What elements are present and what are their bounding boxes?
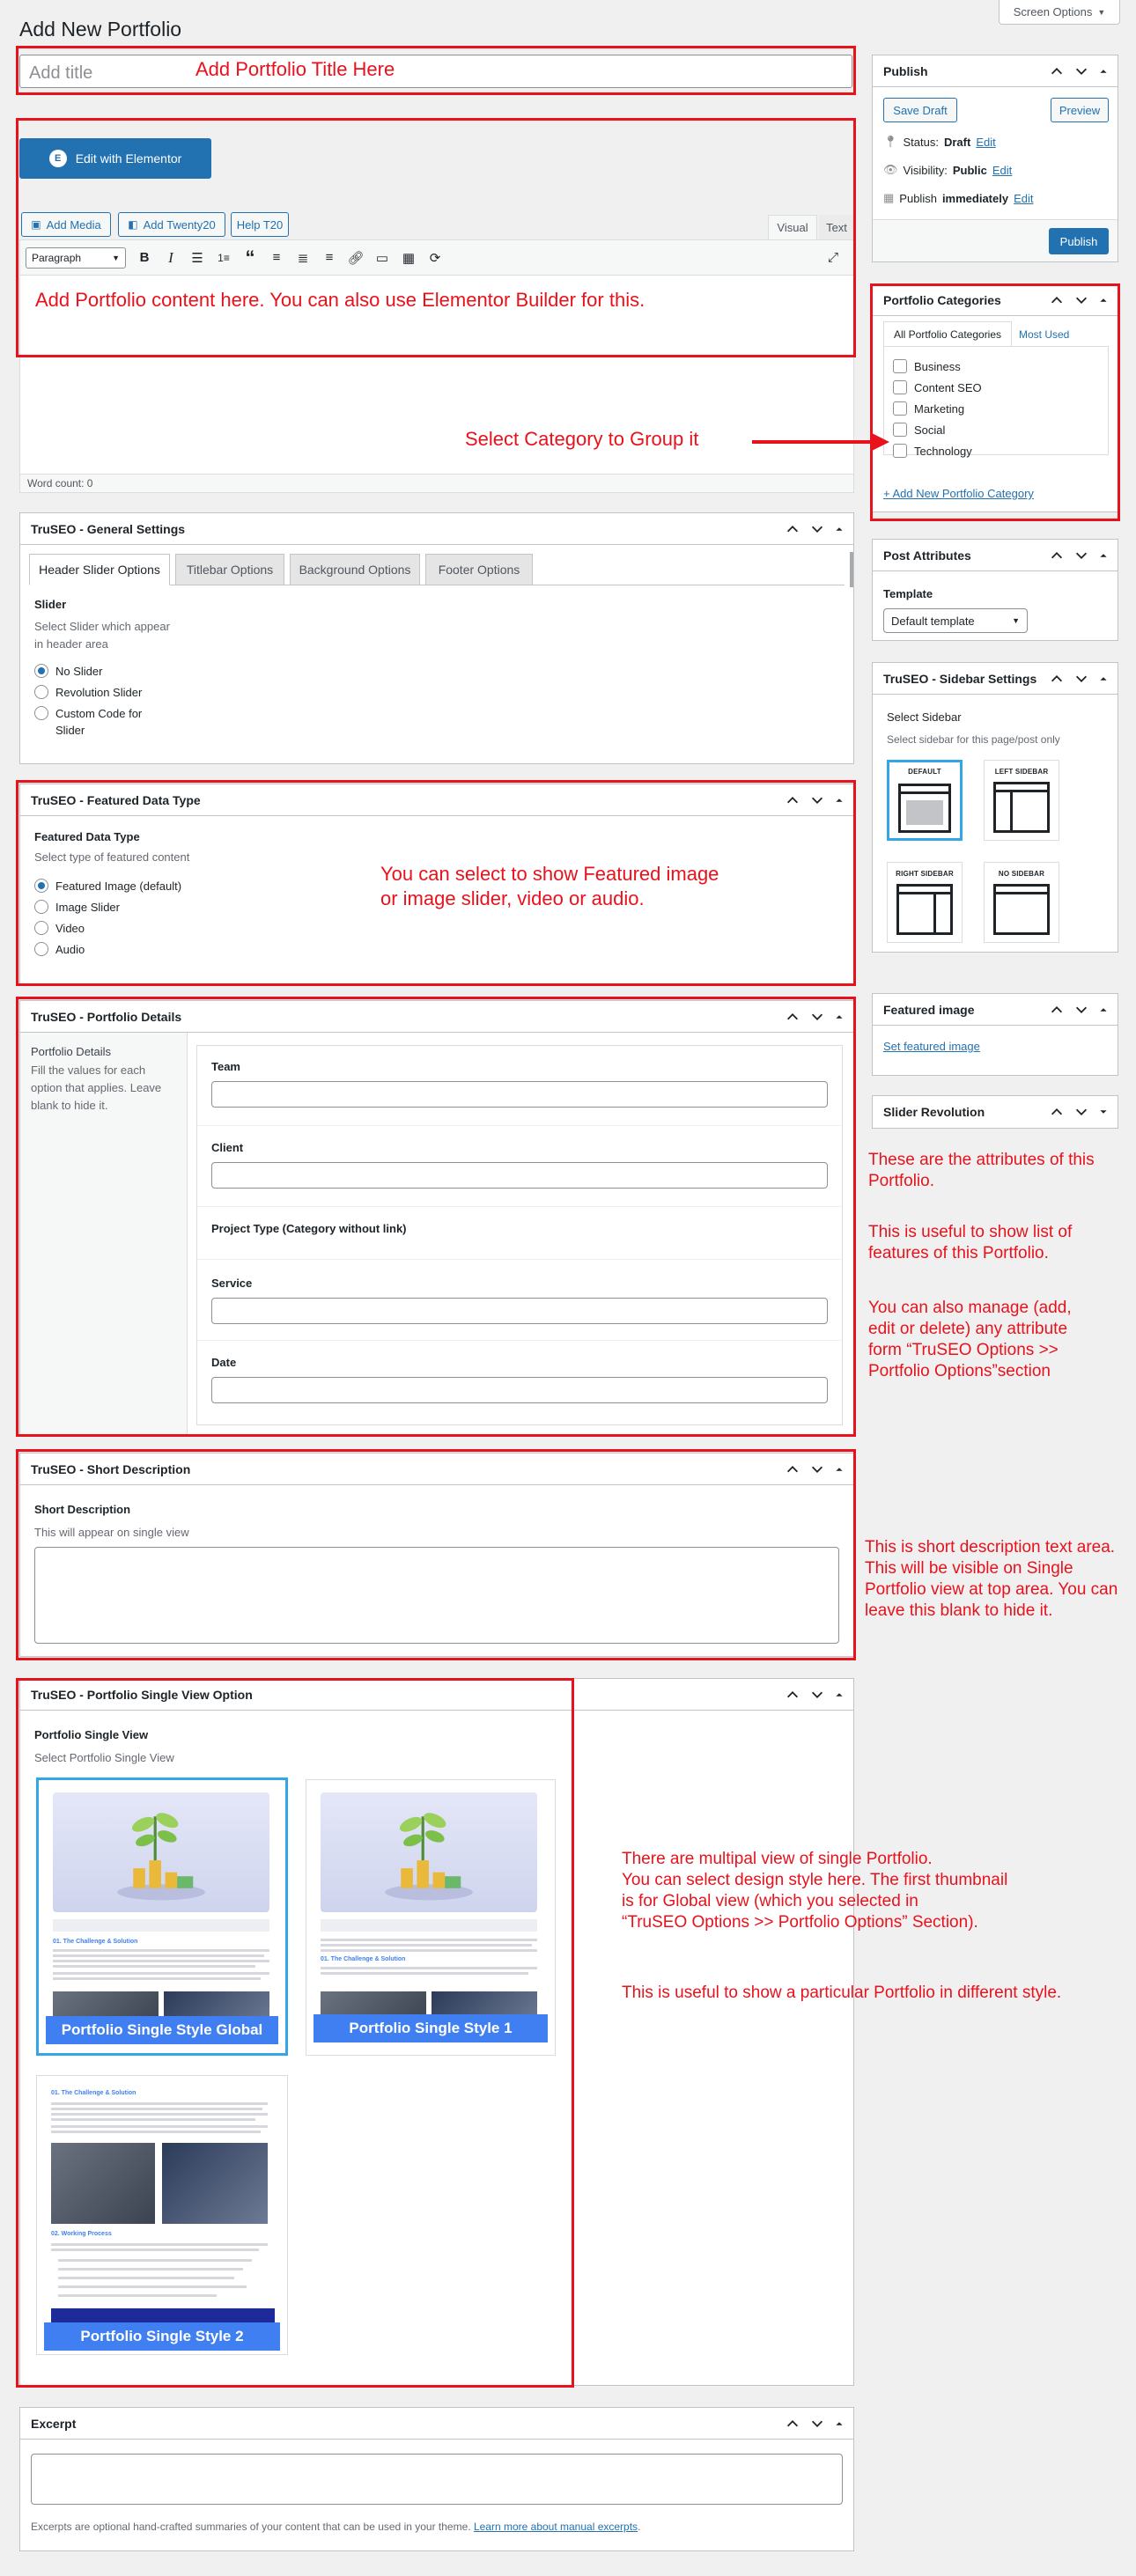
- toggle-icon[interactable]: [1098, 548, 1109, 563]
- radio-label: Video: [55, 921, 85, 935]
- align-left-icon[interactable]: ≡: [272, 250, 281, 265]
- help-label: Help T20: [236, 217, 284, 232]
- move-down-icon[interactable]: [1073, 1002, 1089, 1018]
- tab-text-label: Text: [826, 220, 847, 234]
- general-settings-title: TruSEO - General Settings: [31, 521, 186, 536]
- eye-icon: 👁︎: [883, 163, 898, 176]
- short-annotation-3: Portfolio view at top area. You can: [865, 1580, 1118, 1599]
- tab-header-slider-label: Header Slider Options: [39, 563, 160, 577]
- blockquote-icon[interactable]: “: [245, 246, 255, 269]
- toggle-icon[interactable]: [834, 1687, 845, 1703]
- title-placeholder: Add title: [29, 63, 93, 83]
- style-1-label: Portfolio Single Style 1: [314, 2014, 548, 2042]
- bold-icon[interactable]: B: [139, 250, 150, 265]
- details-side-desc-1: Fill the values for each: [31, 1064, 146, 1077]
- style-global-label: Portfolio Single Style Global: [46, 2016, 278, 2044]
- word-count-bar: [19, 474, 854, 493]
- featured-image-title: Featured image: [883, 1002, 975, 1017]
- single-view-title: TruSEO - Portfolio Single View Option: [31, 1687, 253, 1702]
- tab-most-used[interactable]: Most Used: [1019, 328, 1070, 341]
- move-up-icon[interactable]: [1049, 671, 1065, 687]
- single-view-highlight: [16, 1678, 574, 2388]
- move-down-icon[interactable]: [1073, 1104, 1089, 1120]
- useful-annotation-1: This is useful to show list of: [868, 1223, 1073, 1241]
- short-desc-title: TruSEO - Short Description: [31, 1461, 191, 1476]
- template-value: Default template: [891, 614, 975, 628]
- excerpt-help-link[interactable]: Learn more about manual excerpts: [473, 2521, 638, 2533]
- slider-desc-1: Select Slider which appear: [34, 620, 170, 633]
- single-view-label: Portfolio Single View: [34, 1728, 149, 1741]
- featured-data-desc: Select type of featured content: [34, 850, 190, 864]
- single-annotation-2: You can select design style here. The first thumbnail: [622, 1871, 1008, 1889]
- publish-button-label: Publish: [1059, 234, 1098, 248]
- align-right-icon[interactable]: ≡: [325, 250, 334, 265]
- move-up-icon[interactable]: [1049, 1002, 1065, 1018]
- category-label: Business: [914, 359, 961, 373]
- save-draft-button[interactable]: [883, 98, 957, 122]
- style-2-label: Portfolio Single Style 2: [44, 2322, 280, 2351]
- field-date-label: Date: [211, 1356, 237, 1369]
- category-label: Marketing: [914, 401, 965, 416]
- twenty-icon: ◧: [128, 218, 138, 231]
- radio-button[interactable]: [34, 664, 48, 678]
- thumb-heading: 01. The Challenge & Solution: [53, 1939, 138, 1945]
- preview-label: Preview: [1059, 103, 1101, 117]
- arrow-right-icon: [750, 430, 891, 454]
- thumb-heading: 01. The Challenge & Solution: [321, 1956, 406, 1962]
- title-annotation: Add Portfolio Title Here: [195, 58, 395, 80]
- radio-label: Audio: [55, 942, 85, 956]
- manage-annotation-1: You can also manage (add,: [868, 1299, 1072, 1317]
- move-down-icon[interactable]: [1073, 548, 1089, 563]
- layout-default-label: DEFAULT: [908, 768, 941, 776]
- move-down-icon[interactable]: [809, 2416, 825, 2432]
- sidebar-desc: Select sidebar for this page/post only: [887, 733, 1060, 746]
- category-annotation: Select Category to Group it: [465, 428, 699, 450]
- short-desc-desc: This will appear on single view: [34, 1526, 189, 1539]
- media-icon: ▣: [31, 218, 41, 231]
- details-side-desc-2: option that applies. Leave: [31, 1081, 162, 1095]
- manage-annotation-2: edit or delete) any attribute: [868, 1320, 1068, 1338]
- numbered-list-icon[interactable]: 1≡: [218, 251, 230, 264]
- elementor-button-label: Edit with Elementor: [75, 151, 182, 166]
- single-annotation-1: There are multipal view of single Portfolio.: [622, 1850, 933, 1868]
- title-highlight: [16, 46, 856, 95]
- general-scrollbar[interactable]: [850, 552, 853, 587]
- attributes-annotation-2: Portfolio.: [868, 1172, 934, 1190]
- short-annotation-4: leave this blank to hide it.: [865, 1601, 1053, 1620]
- link-icon[interactable]: 🔗︎: [347, 250, 365, 266]
- general-settings-tabs: [29, 554, 845, 585]
- radio-revolution-slider[interactable]: [34, 681, 228, 703]
- tab-background-label: Background Options: [299, 563, 411, 577]
- add-twenty-label: Add Twenty20: [143, 217, 216, 232]
- caret-down-icon: ▼: [1097, 7, 1106, 17]
- tab-titlebar-label: Titlebar Options: [186, 563, 274, 577]
- format-select-value: Paragraph: [32, 251, 82, 264]
- categories-highlight: [870, 283, 1120, 521]
- word-count: Word count: 0: [27, 477, 93, 489]
- thumb-heading: 01. The Challenge & Solution: [51, 2090, 136, 2096]
- excerpt-box: [19, 2407, 854, 2551]
- radio-label: Custom Code for: [55, 706, 143, 720]
- editor-highlight: [16, 118, 856, 357]
- fullscreen-icon[interactable]: ⤢: [827, 250, 838, 265]
- toggle-icon[interactable]: [834, 521, 845, 537]
- slider-label: Slider: [34, 598, 67, 611]
- toggle-icon[interactable]: [1098, 1104, 1109, 1120]
- move-down-icon[interactable]: [1073, 671, 1089, 687]
- excerpt-help: [31, 2519, 640, 2536]
- pin-icon: 📍︎: [883, 135, 898, 148]
- manage-annotation-4: Portfolio Options”section: [868, 1362, 1051, 1380]
- sidebar-settings-title: TruSEO - Sidebar Settings: [883, 671, 1037, 686]
- chevron-down-icon: ▼: [1012, 616, 1020, 625]
- layout-no-sidebar-label: NO SIDEBAR: [998, 870, 1045, 878]
- short-desc-label: Short Description: [34, 1503, 131, 1516]
- toggle-icon[interactable]: [1098, 671, 1109, 687]
- radio-no-slider[interactable]: [34, 660, 228, 681]
- twenty-toolbar-icon[interactable]: ⟳: [429, 250, 441, 266]
- screen-options-button[interactable]: [999, 0, 1120, 25]
- status-label: Status:: [903, 135, 939, 149]
- set-featured-image-link[interactable]: Set featured image: [883, 1040, 980, 1053]
- excerpt-help-text: Excerpts are optional hand-crafted summaries of your content that can be used in your theme.: [31, 2521, 471, 2533]
- tab-background[interactable]: [290, 554, 420, 585]
- manage-annotation-3: form “TruSEO Options >>: [868, 1341, 1059, 1359]
- add-media-label: Add Media: [46, 217, 101, 232]
- publish-label: Publish: [899, 191, 937, 205]
- category-label: Technology: [914, 444, 972, 458]
- slider-desc-2: in header area: [34, 637, 108, 651]
- category-label: Social: [914, 423, 946, 437]
- sidebar-label: Select Sidebar: [887, 710, 962, 724]
- portfolio-details-highlight: [16, 997, 856, 1437]
- featured-data-label: Featured Data Type: [34, 830, 140, 843]
- edit-visibility-link[interactable]: Edit: [992, 163, 1013, 177]
- elementor-icon: E: [49, 150, 67, 167]
- field-project-type-label: Project Type (Category without link): [211, 1222, 407, 1235]
- single-annotation-5: This is useful to show a particular Portfolio in different style.: [622, 1984, 1062, 2002]
- move-up-icon[interactable]: [1049, 63, 1065, 79]
- publish-button[interactable]: [1049, 228, 1109, 254]
- publish-value: immediately: [941, 191, 1009, 205]
- toggle-icon[interactable]: [834, 2416, 845, 2432]
- layout-left-sidebar-label: LEFT SIDEBAR: [994, 768, 1049, 776]
- field-team-label: Team: [211, 1060, 240, 1073]
- radio-label: No Slider: [55, 664, 103, 678]
- template-select[interactable]: [883, 608, 1028, 633]
- radio-label-cont: Slider: [55, 724, 85, 738]
- field-client-label: Client: [211, 1141, 244, 1154]
- tab-all-categories-label: All Portfolio Categories: [893, 328, 1002, 341]
- move-down-icon[interactable]: [1073, 63, 1089, 79]
- publish-title: Publish: [883, 63, 928, 78]
- useful-annotation-2: features of this Portfolio.: [868, 1244, 1049, 1262]
- sidebar-settings-box: [872, 662, 1118, 953]
- edit-status-link[interactable]: Edit: [976, 135, 996, 149]
- layout-right-sidebar-label: RIGHT SIDEBAR: [896, 870, 954, 878]
- preview-button[interactable]: [1051, 98, 1109, 122]
- chevron-down-icon: ▼: [112, 253, 120, 262]
- short-annotation-2: This will be visible on Single: [865, 1559, 1073, 1578]
- thumb-heading: 02. Working Process: [51, 2231, 112, 2237]
- save-draft-label: Save Draft: [893, 103, 948, 117]
- toggle-icon[interactable]: [1098, 1002, 1109, 1018]
- excerpt-help-period: .: [638, 2521, 641, 2533]
- featured-data-title: TruSEO - Featured Data Type: [31, 792, 201, 807]
- field-service-label: Service: [211, 1277, 253, 1290]
- radio-button[interactable]: [34, 706, 48, 720]
- layout-no-sidebar[interactable]: [984, 862, 1059, 943]
- featured-image-box: [872, 993, 1118, 1076]
- move-up-icon[interactable]: [785, 521, 800, 537]
- short-annotation-1: This is short description text area.: [865, 1538, 1116, 1557]
- move-down-icon[interactable]: [809, 521, 825, 537]
- calendar-icon: ▦: [883, 191, 895, 204]
- move-up-icon[interactable]: [785, 2416, 800, 2432]
- post-attributes-title: Post Attributes: [883, 548, 971, 563]
- excerpt-textarea[interactable]: [31, 2454, 843, 2505]
- add-category-link[interactable]: + Add New Portfolio Category: [883, 487, 1034, 500]
- featured-annotation-1: You can select to show Featured image: [380, 863, 719, 885]
- layout-left-sidebar[interactable]: [984, 760, 1059, 841]
- editor-annotation: Add Portfolio content here. You can also use Elementor Builder for this.: [35, 289, 645, 311]
- slider-revolution-title: Slider Revolution: [883, 1105, 985, 1119]
- slider-revolution-box: [872, 1095, 1118, 1129]
- featured-annotation-2: or image slider, video or audio.: [380, 887, 645, 909]
- radio-custom-code[interactable]: [34, 703, 228, 724]
- status-value: Draft: [943, 135, 971, 149]
- portfolio-details-title: TruSEO - Portfolio Details: [31, 1009, 182, 1024]
- attributes-annotation-1: These are the attributes of this: [868, 1151, 1095, 1169]
- radio-label: Image Slider: [55, 900, 120, 914]
- page-title: Add New Portfolio: [19, 18, 182, 40]
- radio-label: Featured Image (default): [55, 879, 182, 893]
- edit-publish-link[interactable]: Edit: [1014, 191, 1034, 205]
- tab-titlebar[interactable]: [175, 554, 284, 585]
- move-up-icon[interactable]: [1049, 1104, 1065, 1120]
- short-desc-highlight: [16, 1449, 856, 1660]
- move-up-icon[interactable]: [1049, 548, 1065, 563]
- category-label: Content SEO: [914, 380, 982, 394]
- single-view-desc: Select Portfolio Single View: [34, 1751, 174, 1764]
- post-attributes-box: [872, 539, 1118, 641]
- bullet-list-icon[interactable]: ☰: [191, 250, 203, 266]
- read-more-icon[interactable]: ▭: [375, 250, 389, 266]
- tab-header-slider[interactable]: [29, 554, 170, 585]
- move-down-icon[interactable]: [809, 1687, 825, 1703]
- tab-visual-label: Visual: [777, 221, 808, 234]
- excerpt-title: Excerpt: [31, 2416, 77, 2431]
- italic-icon[interactable]: I: [168, 248, 173, 266]
- move-up-icon[interactable]: [785, 1687, 800, 1703]
- screen-options-label: Screen Options: [1013, 5, 1093, 18]
- toolbar-toggle-icon[interactable]: ▦: [402, 250, 416, 266]
- layout-default[interactable]: [887, 760, 963, 841]
- single-annotation-3: is for Global view (which you selected in: [622, 1892, 918, 1910]
- details-side-desc-3: blank to hide it.: [31, 1099, 108, 1113]
- details-side-label: Portfolio Details: [31, 1045, 112, 1058]
- radio-label: Revolution Slider: [55, 685, 143, 699]
- publish-box: [872, 55, 1118, 262]
- general-settings-box: [19, 512, 854, 764]
- tab-footer-label: Footer Options: [438, 563, 520, 577]
- radio-button[interactable]: [34, 685, 48, 699]
- visibility-label: Visibility:: [903, 163, 948, 177]
- single-annotation-4: “TruSEO Options >> Portfolio Options” Section).: [622, 1913, 978, 1932]
- template-label: Template: [883, 587, 933, 600]
- categories-title: Portfolio Categories: [883, 292, 1001, 307]
- align-center-icon[interactable]: ≣: [297, 250, 309, 266]
- layout-right-sidebar[interactable]: [887, 862, 963, 943]
- tab-footer[interactable]: [425, 554, 533, 585]
- visibility-value: Public: [952, 163, 987, 177]
- toggle-icon[interactable]: [1098, 63, 1109, 79]
